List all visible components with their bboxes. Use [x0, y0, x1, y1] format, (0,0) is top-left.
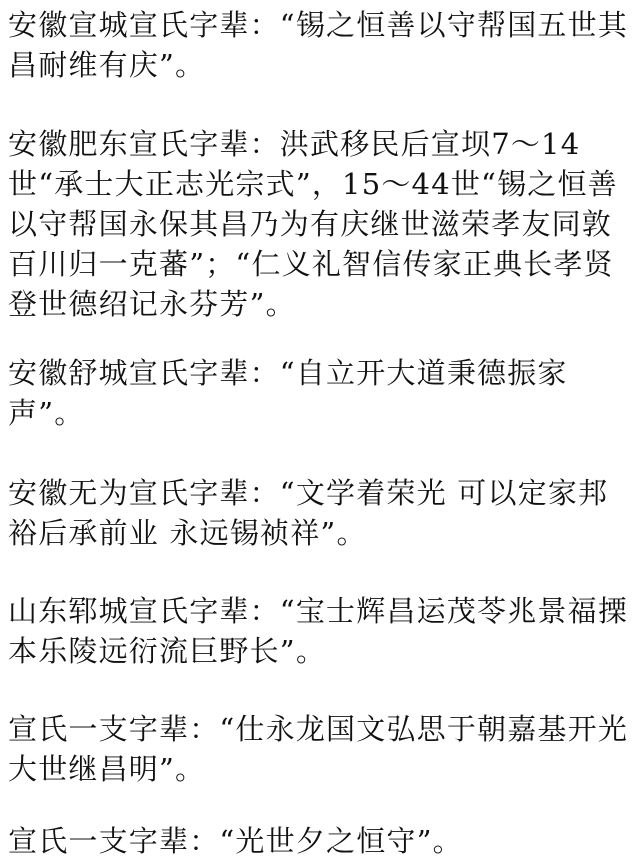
entry-yuncheng: 山东郓城宣氏字辈：“宝士辉昌运茂苓兆景福搮本乐陵远衍流巨野长”。 [8, 594, 629, 668]
entry-wuwei: 安徽无为宣氏字辈：“文学着荣光 可以定家邦 裕后承前业 永远锡祯祥”。 [8, 476, 619, 550]
entry-branch-one: 宣氏一支字辈：“仕永龙国文弘思于朝嘉基开光大世继昌明”。 [8, 712, 629, 786]
entry-branch-two: 宣氏一支字辈：“光世夕之恒守”。 [8, 824, 463, 858]
entry-shucheng: 安徽舒城宣氏字辈：“自立开大道秉德振家声”。 [8, 356, 568, 430]
entry-xuancheng: 安徽宣城宣氏字辈：“锡之恒善以守帮国五世其昌耐维有庆”。 [8, 8, 629, 82]
entry-feidong: 安徽肥东宣氏字辈：洪武移民后宣坝7～14世“承士大正志光宗式”，15～44世“锡之恒善以守帮国永保其昌乃为有庆继世滋荣孝友同敦百川归一克蕃”；“仁义礼智信传家正典长孝贤登世德绍记永芬芳”。 [8, 127, 618, 321]
